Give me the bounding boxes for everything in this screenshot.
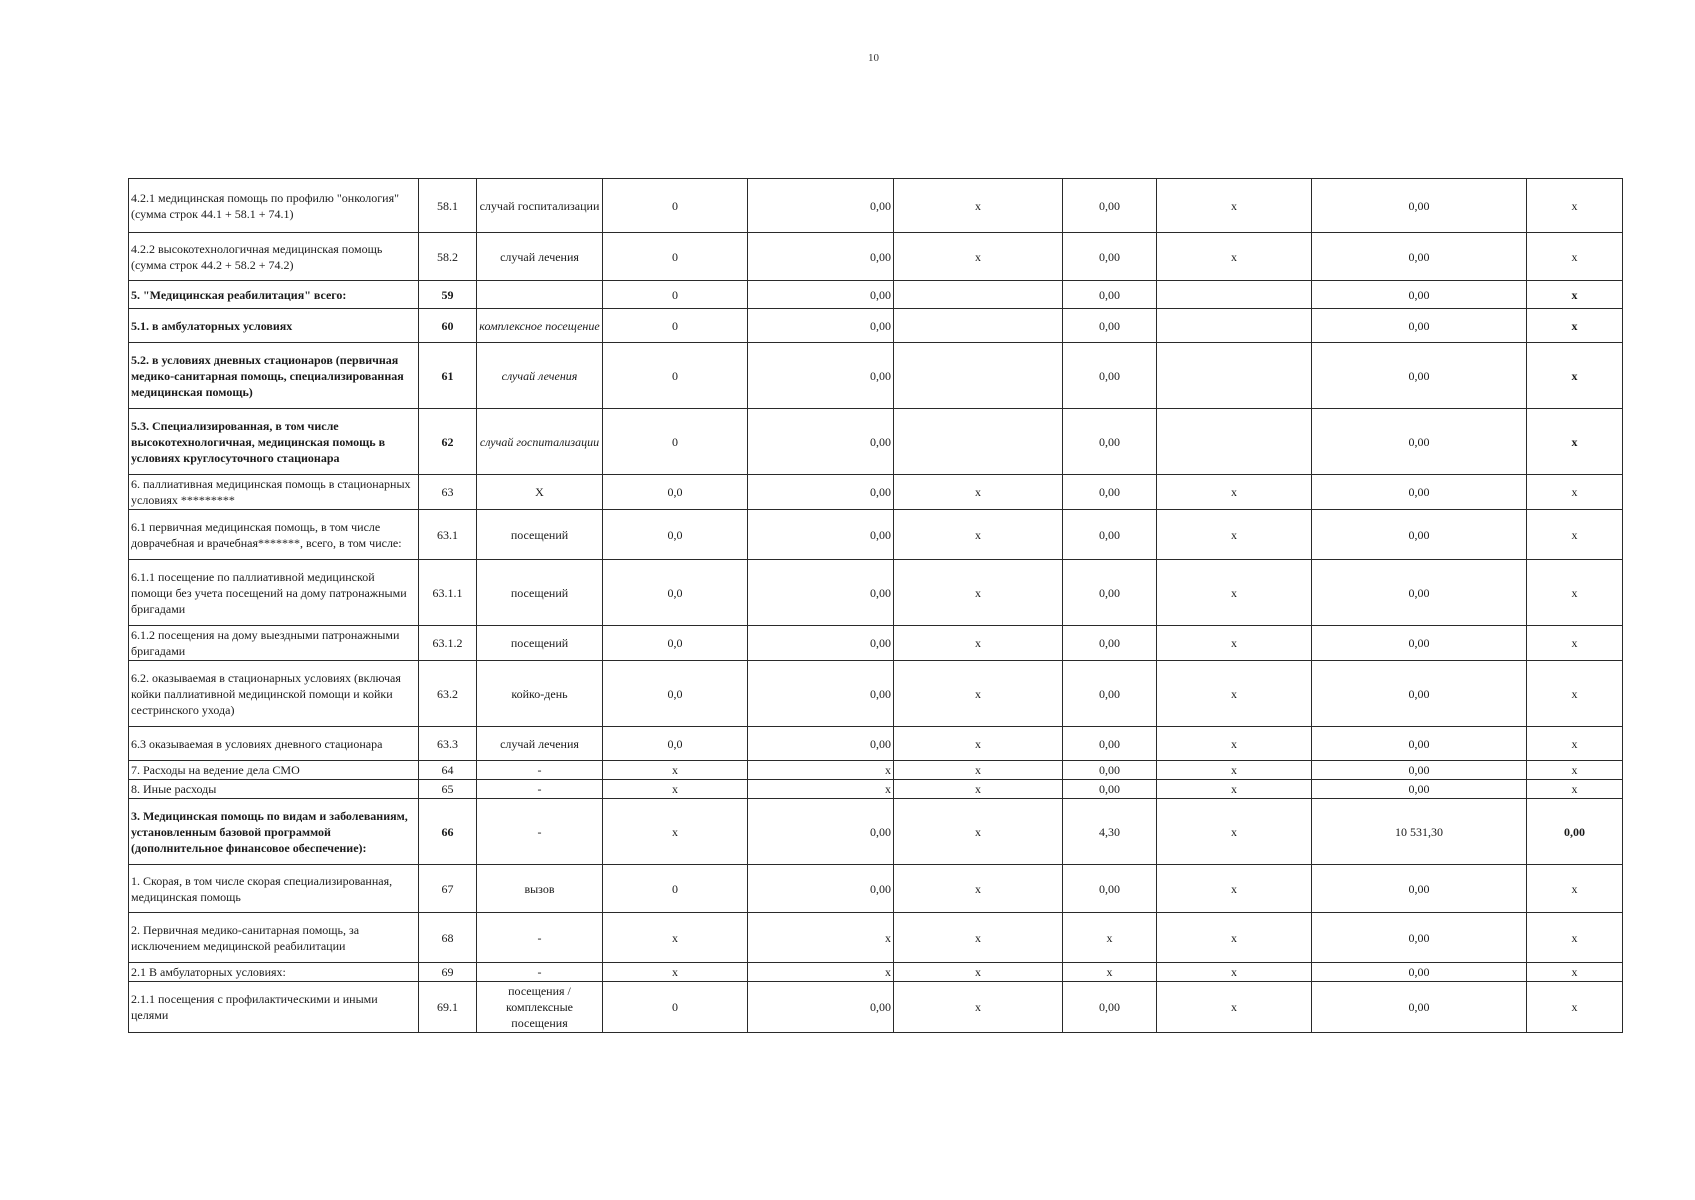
value-cell-c6 — [894, 409, 1063, 475]
value-cell-c6 — [894, 343, 1063, 409]
value-cell-c8: x — [1157, 865, 1312, 913]
value-cell-c9: 0,00 — [1312, 913, 1527, 963]
value-cell-c5: 0,00 — [748, 343, 894, 409]
value-cell-c7: 4,30 — [1063, 799, 1157, 865]
value-cell-c9: 0,00 — [1312, 409, 1527, 475]
value-cell-c5: x — [748, 780, 894, 799]
value-cell-c9: 0,00 — [1312, 475, 1527, 510]
value-cell-c4: 0,0 — [603, 727, 748, 761]
value-cell-c8 — [1157, 409, 1312, 475]
row-code-cell: 58.2 — [419, 233, 477, 281]
value-cell-c5: 0,00 — [748, 865, 894, 913]
value-cell-c7: 0,00 — [1063, 281, 1157, 309]
value-cell-c5: 0,00 — [748, 179, 894, 233]
row-name-cell: 6.2. оказываемая в стационарных условиях (включая койки паллиативной медицинской помощи и койки сестринского ухода) — [129, 661, 419, 727]
table-row — [129, 780, 1623, 799]
value-cell-c4: 0 — [603, 179, 748, 233]
value-cell-c9: 0,00 — [1312, 560, 1527, 626]
row-name-cell: 6.3 оказываемая в условиях дневного стационара — [129, 727, 419, 761]
row-name-cell: 4.2.1 медицинская помощь по профилю "онкология" (сумма строк 44.1 + 58.1 + 74.1) — [129, 179, 419, 233]
unit-cell: случай лечения — [477, 343, 603, 409]
row-name-cell: 3. Медицинская помощь по видам и заболеваниям, установленным базовой программой (дополнительное финансовое обеспечение): — [129, 799, 419, 865]
value-cell-c8: x — [1157, 560, 1312, 626]
table-row — [129, 281, 1623, 309]
row-code-cell: 68 — [419, 913, 477, 963]
value-cell-c4: x — [603, 963, 748, 982]
row-code-cell: 63.3 — [419, 727, 477, 761]
value-cell-c10: x — [1527, 179, 1623, 233]
value-cell-c6 — [894, 309, 1063, 343]
value-cell-c5: 0,00 — [748, 799, 894, 865]
value-cell-c10: x — [1527, 865, 1623, 913]
value-cell-c4: 0,0 — [603, 475, 748, 510]
value-cell-c7: 0,00 — [1063, 560, 1157, 626]
unit-cell: - — [477, 963, 603, 982]
value-cell-c10: x — [1527, 963, 1623, 982]
unit-cell: - — [477, 913, 603, 963]
table-row — [129, 963, 1623, 982]
value-cell-c5: 0,00 — [748, 233, 894, 281]
value-cell-c5: 0,00 — [748, 475, 894, 510]
value-cell-c5: 0,00 — [748, 661, 894, 727]
unit-cell: посещений — [477, 560, 603, 626]
table-row — [129, 409, 1623, 475]
page-number: 10 — [868, 52, 879, 64]
value-cell-c10: x — [1527, 626, 1623, 661]
value-cell-c9: 0,00 — [1312, 727, 1527, 761]
row-name-cell: 5.1. в амбулаторных условиях — [129, 309, 419, 343]
value-cell-c8: x — [1157, 799, 1312, 865]
value-cell-c9: 0,00 — [1312, 626, 1527, 661]
unit-cell — [477, 281, 603, 309]
value-cell-c6: x — [894, 799, 1063, 865]
value-cell-c9: 0,00 — [1312, 281, 1527, 309]
value-cell-c4: x — [603, 761, 748, 780]
value-cell-c8: x — [1157, 233, 1312, 281]
value-cell-c6: x — [894, 626, 1063, 661]
value-cell-c5: x — [748, 761, 894, 780]
value-cell-c8: x — [1157, 982, 1312, 1033]
table-row — [129, 626, 1623, 661]
value-cell-c8 — [1157, 309, 1312, 343]
table-row — [129, 913, 1623, 963]
row-name-cell: 5. "Медицинская реабилитация" всего: — [129, 281, 419, 309]
value-cell-c10: x — [1527, 982, 1623, 1033]
value-cell-c10: x — [1527, 661, 1623, 727]
unit-cell: случай госпитализации — [477, 409, 603, 475]
row-code-cell: 62 — [419, 409, 477, 475]
row-name-cell: 6.1.2 посещения на дому выездными патронажными бригадами — [129, 626, 419, 661]
value-cell-c6: x — [894, 179, 1063, 233]
financing-table — [128, 178, 1623, 1033]
value-cell-c6: x — [894, 233, 1063, 281]
unit-cell: X — [477, 475, 603, 510]
value-cell-c4: x — [603, 799, 748, 865]
value-cell-c9: 0,00 — [1312, 233, 1527, 281]
row-code-cell: 64 — [419, 761, 477, 780]
value-cell-c8: x — [1157, 963, 1312, 982]
value-cell-c6: x — [894, 475, 1063, 510]
row-code-cell: 60 — [419, 309, 477, 343]
unit-cell: случай лечения — [477, 727, 603, 761]
value-cell-c7: 0,00 — [1063, 780, 1157, 799]
value-cell-c9: 0,00 — [1312, 761, 1527, 780]
value-cell-c8: x — [1157, 913, 1312, 963]
table-row — [129, 799, 1623, 865]
table-row — [129, 309, 1623, 343]
table-row — [129, 475, 1623, 510]
unit-cell: - — [477, 780, 603, 799]
value-cell-c9: 0,00 — [1312, 982, 1527, 1033]
row-code-cell: 59 — [419, 281, 477, 309]
value-cell-c7: 0,00 — [1063, 865, 1157, 913]
value-cell-c5: x — [748, 963, 894, 982]
table-row — [129, 343, 1623, 409]
unit-cell: вызов — [477, 865, 603, 913]
row-name-cell: 6. паллиативная медицинская помощь в стационарных условиях ********* — [129, 475, 419, 510]
value-cell-c4: 0,0 — [603, 510, 748, 560]
value-cell-c4: 0 — [603, 865, 748, 913]
value-cell-c9: 0,00 — [1312, 661, 1527, 727]
unit-cell: комплексное посещение — [477, 309, 603, 343]
value-cell-c9: 0,00 — [1312, 865, 1527, 913]
value-cell-c10: 0,00 — [1527, 799, 1623, 865]
row-name-cell: 2. Первичная медико-санитарная помощь, за исключением медицинской реабилитации — [129, 913, 419, 963]
value-cell-c10: x — [1527, 780, 1623, 799]
value-cell-c6: x — [894, 761, 1063, 780]
value-cell-c4: 0 — [603, 309, 748, 343]
value-cell-c10: x — [1527, 475, 1623, 510]
value-cell-c7: 0,00 — [1063, 475, 1157, 510]
table-row — [129, 865, 1623, 913]
value-cell-c8 — [1157, 343, 1312, 409]
value-cell-c7: 0,00 — [1063, 309, 1157, 343]
row-name-cell: 5.2. в условиях дневных стационаров (первичная медико-санитарная помощь, специализированная медицинская помощь) — [129, 343, 419, 409]
value-cell-c4: 0 — [603, 343, 748, 409]
value-cell-c7: 0,00 — [1063, 510, 1157, 560]
row-name-cell: 6.1 первичная медицинская помощь, в том числе доврачебная и врачебная*******, всего, в том числе: — [129, 510, 419, 560]
value-cell-c8 — [1157, 281, 1312, 309]
value-cell-c6: x — [894, 510, 1063, 560]
unit-cell: койко-день — [477, 661, 603, 727]
value-cell-c7: 0,00 — [1063, 661, 1157, 727]
value-cell-c10: x — [1527, 761, 1623, 780]
value-cell-c5: 0,00 — [748, 626, 894, 661]
row-code-cell: 63.2 — [419, 661, 477, 727]
value-cell-c6: x — [894, 560, 1063, 626]
row-code-cell: 69.1 — [419, 982, 477, 1033]
value-cell-c10: x — [1527, 343, 1623, 409]
value-cell-c10: x — [1527, 309, 1623, 343]
value-cell-c10: x — [1527, 233, 1623, 281]
unit-cell: - — [477, 799, 603, 865]
table-body — [129, 179, 1623, 1033]
row-name-cell: 7. Расходы на ведение дела СМО — [129, 761, 419, 780]
unit-cell: случай лечения — [477, 233, 603, 281]
value-cell-c7: 0,00 — [1063, 761, 1157, 780]
value-cell-c9: 10 531,30 — [1312, 799, 1527, 865]
value-cell-c7: 0,00 — [1063, 982, 1157, 1033]
value-cell-c5: 0,00 — [748, 281, 894, 309]
table-row — [129, 510, 1623, 560]
value-cell-c8: x — [1157, 475, 1312, 510]
row-code-cell: 67 — [419, 865, 477, 913]
value-cell-c9: 0,00 — [1312, 179, 1527, 233]
value-cell-c8: x — [1157, 727, 1312, 761]
value-cell-c6: x — [894, 963, 1063, 982]
value-cell-c4: 0,0 — [603, 661, 748, 727]
unit-cell: посещений — [477, 626, 603, 661]
unit-cell: - — [477, 761, 603, 780]
value-cell-c5: 0,00 — [748, 409, 894, 475]
value-cell-c4: 0,0 — [603, 626, 748, 661]
row-code-cell: 58.1 — [419, 179, 477, 233]
value-cell-c8: x — [1157, 661, 1312, 727]
value-cell-c5: 0,00 — [748, 560, 894, 626]
value-cell-c7: 0,00 — [1063, 626, 1157, 661]
value-cell-c4: 0 — [603, 409, 748, 475]
row-name-cell: 6.1.1 посещение по паллиативной медицинской помощи без учета посещений на дому патронажными бригадами — [129, 560, 419, 626]
table-row — [129, 560, 1623, 626]
value-cell-c7: 0,00 — [1063, 343, 1157, 409]
row-name-cell: 1. Скорая, в том числе скорая специализированная, медицинская помощь — [129, 865, 419, 913]
row-code-cell: 69 — [419, 963, 477, 982]
row-name-cell: 4.2.2 высокотехнологичная медицинская помощь (сумма строк 44.2 + 58.2 + 74.2) — [129, 233, 419, 281]
table-row — [129, 982, 1623, 1033]
value-cell-c5: 0,00 — [748, 727, 894, 761]
row-name-cell: 5.3. Специализированная, в том числе высокотехнологичная, медицинская помощь в условиях круглосуточного стационара — [129, 409, 419, 475]
value-cell-c10: x — [1527, 727, 1623, 761]
value-cell-c7: x — [1063, 963, 1157, 982]
value-cell-c6 — [894, 281, 1063, 309]
value-cell-c5: 0,00 — [748, 982, 894, 1033]
value-cell-c8: x — [1157, 626, 1312, 661]
row-code-cell: 63.1.1 — [419, 560, 477, 626]
table-row — [129, 233, 1623, 281]
value-cell-c9: 0,00 — [1312, 343, 1527, 409]
value-cell-c10: x — [1527, 510, 1623, 560]
value-cell-c5: x — [748, 913, 894, 963]
value-cell-c6: x — [894, 780, 1063, 799]
value-cell-c9: 0,00 — [1312, 510, 1527, 560]
row-code-cell: 65 — [419, 780, 477, 799]
row-name-cell: 2.1 В амбулаторных условиях: — [129, 963, 419, 982]
value-cell-c7: 0,00 — [1063, 233, 1157, 281]
value-cell-c10: x — [1527, 281, 1623, 309]
value-cell-c4: 0 — [603, 233, 748, 281]
value-cell-c6: x — [894, 982, 1063, 1033]
value-cell-c4: 0 — [603, 281, 748, 309]
value-cell-c6: x — [894, 865, 1063, 913]
value-cell-c5: 0,00 — [748, 309, 894, 343]
value-cell-c4: x — [603, 913, 748, 963]
row-name-cell: 2.1.1 посещения с профилактическими и иными целями — [129, 982, 419, 1033]
value-cell-c8: x — [1157, 179, 1312, 233]
value-cell-c6: x — [894, 727, 1063, 761]
row-code-cell: 63 — [419, 475, 477, 510]
value-cell-c4: 0 — [603, 982, 748, 1033]
unit-cell: случай госпитализации — [477, 179, 603, 233]
table-row — [129, 727, 1623, 761]
value-cell-c5: 0,00 — [748, 510, 894, 560]
value-cell-c7: 0,00 — [1063, 727, 1157, 761]
value-cell-c7: 0,00 — [1063, 179, 1157, 233]
value-cell-c4: 0,0 — [603, 560, 748, 626]
row-code-cell: 66 — [419, 799, 477, 865]
row-code-cell: 63.1.2 — [419, 626, 477, 661]
value-cell-c8: x — [1157, 780, 1312, 799]
unit-cell: посещения / комплексные посещения — [477, 982, 603, 1033]
table-row — [129, 661, 1623, 727]
table-row — [129, 179, 1623, 233]
value-cell-c10: x — [1527, 560, 1623, 626]
value-cell-c10: x — [1527, 913, 1623, 963]
value-cell-c7: 0,00 — [1063, 409, 1157, 475]
row-code-cell: 63.1 — [419, 510, 477, 560]
value-cell-c6: x — [894, 661, 1063, 727]
value-cell-c8: x — [1157, 510, 1312, 560]
value-cell-c9: 0,00 — [1312, 963, 1527, 982]
value-cell-c8: x — [1157, 761, 1312, 780]
table-row — [129, 761, 1623, 780]
unit-cell: посещений — [477, 510, 603, 560]
value-cell-c9: 0,00 — [1312, 309, 1527, 343]
value-cell-c6: x — [894, 913, 1063, 963]
value-cell-c9: 0,00 — [1312, 780, 1527, 799]
row-code-cell: 61 — [419, 343, 477, 409]
value-cell-c10: x — [1527, 409, 1623, 475]
row-name-cell: 8. Иные расходы — [129, 780, 419, 799]
value-cell-c7: x — [1063, 913, 1157, 963]
value-cell-c4: x — [603, 780, 748, 799]
